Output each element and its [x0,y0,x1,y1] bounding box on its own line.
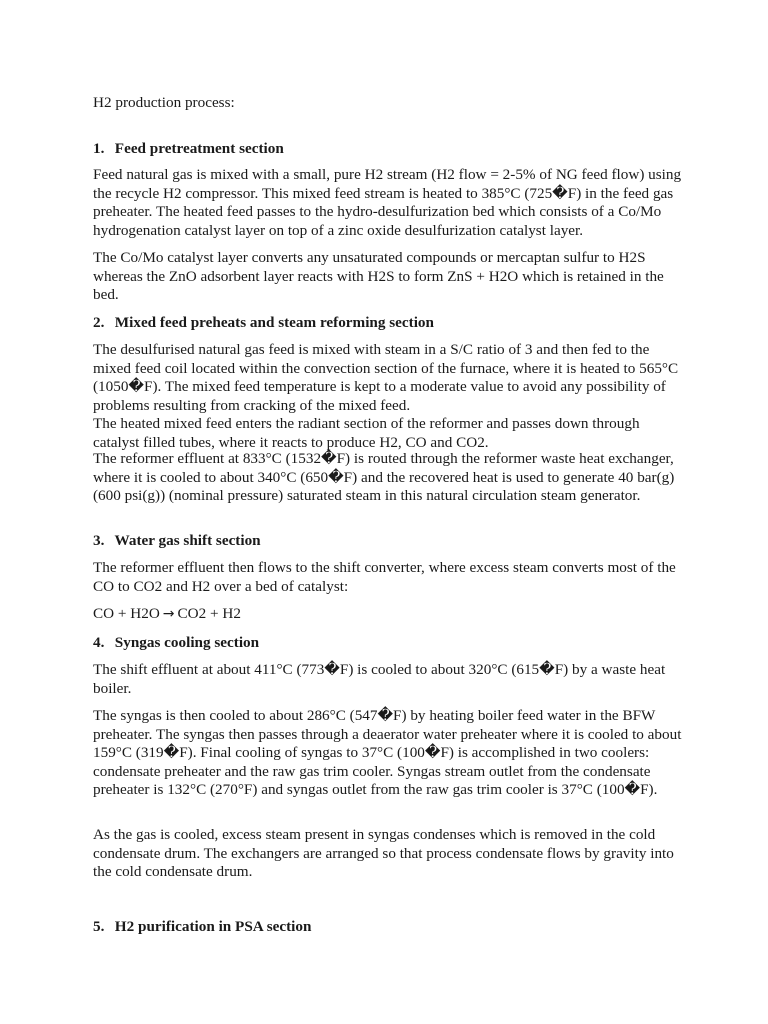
section-3-number: 3. [93,532,105,549]
section-2-title: Mixed feed preheats and steam reforming section [114,314,434,331]
section-1-number: 1. [93,140,105,157]
equation-products: CO2 + H2 [177,605,241,622]
section-5-number: 5. [93,918,105,935]
section-4-heading [93,634,259,653]
section-5-title: H2 purification in PSA section [114,918,312,935]
document-title: H2 production process: [93,94,235,111]
section-2-paragraph-1: The desulfurised natural gas feed is mixed with steam in a S/C ratio of 3 and then fed to the mixed feed coil located within the convection section of the furnace, where it is heated to 565°C (1050�F). The mixed feed temperature is kept to a moderate value to avoid any possibility of problems resulting from cracking of the mixed feed. [93,341,679,414]
equation-reactants: CO + H2O [93,605,160,622]
shift-reaction-equation [93,605,241,624]
section-3-title: Water gas shift section [114,532,261,549]
section-4-title: Syngas cooling section [114,634,260,651]
section-1-heading [93,140,284,159]
section-5-heading [93,918,311,937]
section-1-paragraph-2: The Co/Mo catalyst layer converts any unsaturated compounds or mercaptan sulfur to H2S whereas the ZnO adsorbent layer reacts with H2S to form ZnS + H2O which is retained in the bed. [93,249,664,304]
section-4-paragraph-1: The shift effluent at about 411°C (773�F) is cooled to about 320°C (615�F) by a waste heat boiler. [93,661,666,697]
section-1-title: Feed pretreatment section [114,140,284,157]
section-1-paragraph-1: Feed natural gas is mixed with a small, pure H2 stream (H2 flow = 2-5% of NG feed flow) using the recycle H2 compressor. This mixed feed stream is heated to 385°C (725�F) in the feed gas preheater. The heated feed passes to the hydro-desulfurization bed which consists of a Co/Mo hydrogenation catalyst layer on top of a zinc oxide desulfurization catalyst layer. [93,166,682,239]
section-3-heading [93,532,261,551]
section-2-heading [93,314,434,333]
section-2-number: 2. [93,314,105,331]
section-4-number: 4. [93,634,105,651]
section-4-paragraph-2: The syngas is then cooled to about 286°C (547�F) by heating boiler feed water in the BFW preheater. The syngas then passes through a deaerator water preheater where it is cooled to about 159°C (319�F). Final cooling of syngas to 37°C (100�F) is accomplished in two coolers: condensate preheater and the raw gas trim cooler. Syngas stream outlet from the condensate preheater is 132°C (270°F) and syngas outlet from the raw gas trim cooler is 37°C (100�F). [93,707,682,799]
section-3-paragraph-1: The reformer effluent then flows to the shift converter, where excess steam converts most of the CO to CO2 and H2 over a bed of catalyst: [93,559,676,595]
reaction-arrow-icon: → [162,606,175,622]
section-4-paragraph-3: As the gas is cooled, excess steam present in syngas condenses which is removed in the cold condensate drum. The exchangers are arranged so that process condensate flows by gravity into the cold condensate drum. [93,826,674,881]
section-2-paragraph-2: The heated mixed feed enters the radiant section of the reformer and passes down through catalyst filled tubes, where it reacts to produce H2, CO and CO2. [93,415,640,451]
document-page [93,0,683,1024]
section-2-paragraph-3: The reformer effluent at 833°C (1532�F) is routed through the reformer waste heat exchanger, where it is cooled to about 340°C (650�F) and the recovered heat is used to generate 40 bar(g) (600 psi(g)) (nominal pressure) saturated steam in this natural circulation steam generator. [93,450,675,505]
